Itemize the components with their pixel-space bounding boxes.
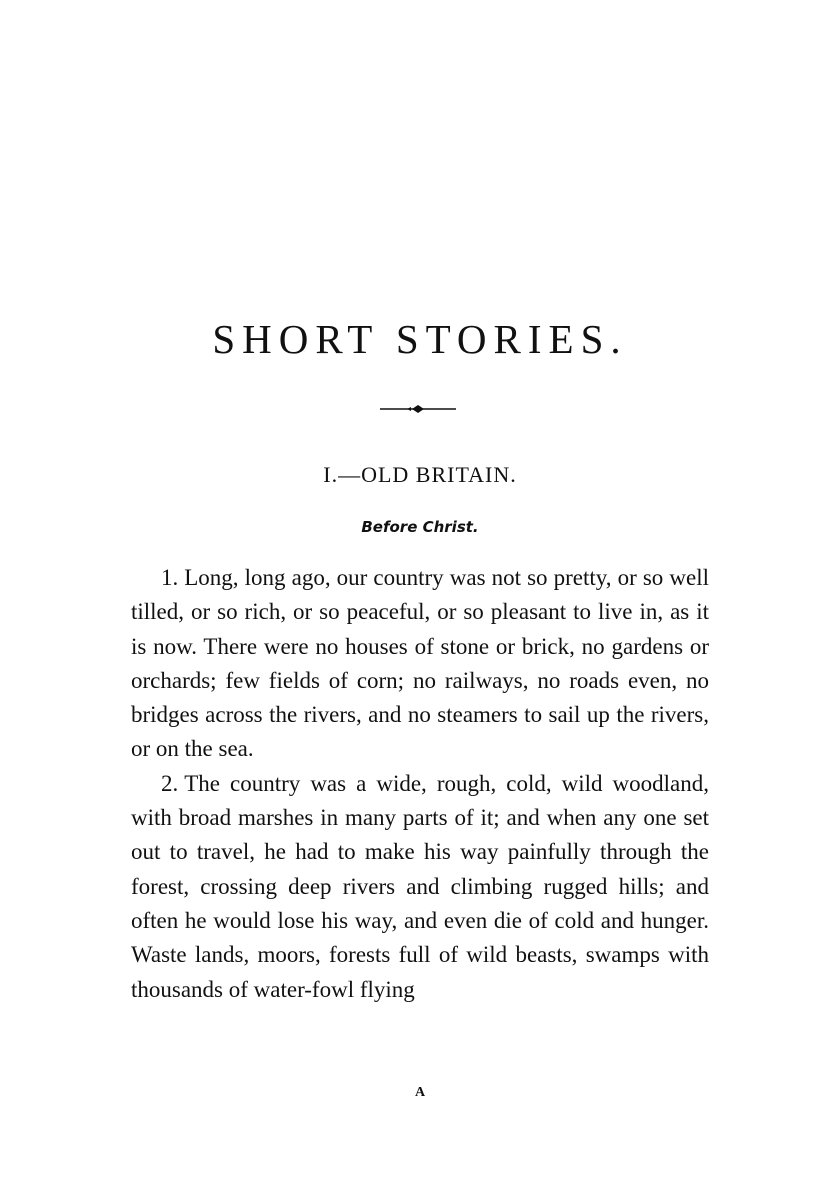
body-text [131,561,709,1007]
signature-mark: A [414,1085,426,1100]
chapter-title: I.—OLD BRITAIN. [323,462,517,487]
paragraph-number: 2. [161,770,179,796]
book-title: SHORT STORIES. [212,316,628,362]
paragraph [131,767,709,1007]
paragraph-number: 1. [161,565,179,590]
paragraph-text: The country was a wide, rough, cold, wild woodland, with broad marshes in many parts of it; and when any one set out to travel, he had to make his way painfully through the forest, crossing deep rivers and climbing rugged hills; and often he would lose his way, and even die of cold and hunger. Waste lands, moors, forests full of wild beasts, swamps with thousands of water-fowl flying [131,770,709,1002]
paragraph [131,561,709,767]
chapter-subtitle: Before Christ. [361,518,479,536]
paragraph-text: Long, long ago, our country was not so pretty, or so well tilled, or so rich, or so peaceful, or so pleasant to live in, as it is now. There were no houses of stone or brick, no gardens or orchards; few fields of corn; no railways, no roads even, no bridges across the rivers, and no steamers to sail up the rivers, or on the sea. [131,565,709,762]
ornament-divider [378,401,458,417]
